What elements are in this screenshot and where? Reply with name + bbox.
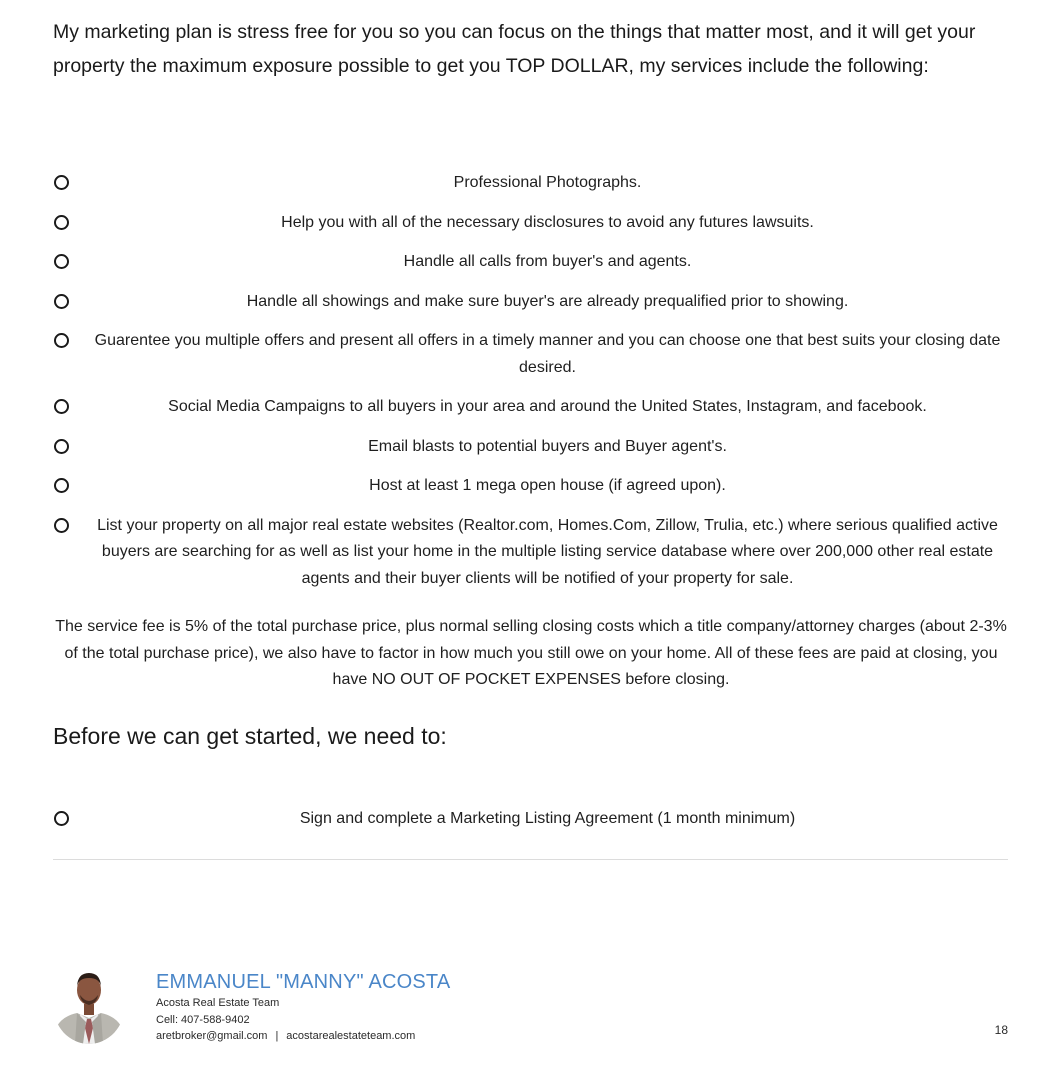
intro-paragraph: My marketing plan is stress free for you so you can focus on the things that matter most, and it will get your property the maximum exposure possible to get you TOP DOLLAR, my services include the following: — [53, 21, 976, 77]
list-item — [53, 170, 1008, 197]
hollow-circle-icon — [54, 215, 69, 230]
list-item — [53, 473, 1008, 500]
hollow-circle-icon — [54, 518, 69, 533]
horizontal-divider — [53, 859, 1008, 860]
hollow-circle-icon — [54, 439, 69, 454]
service-fee-paragraph: The service fee is 5% of the total purchase price, plus normal selling closing costs which a title company/attorney charges (about 2-3% of the total purchase price), we also have to factor in how much you still owe on your home. All of these fees are paid at closing, you have NO OUT OF POCKET EXPENSES before closing. — [55, 618, 1007, 688]
services-list — [53, 170, 1008, 605]
agent-cell: Cell: 407-588-9402 — [156, 1014, 250, 1026]
agent-website[interactable]: acostarealestateteam.com — [286, 1030, 416, 1042]
agent-team: Acosta Real Estate Team — [156, 997, 280, 1009]
list-item-text: Handle all calls from buyer's and agents. — [403, 253, 692, 270]
list-item-text: Guarentee you multiple offers and present all offers in a timely manner and you can choose one that best suits your closing date desired. — [94, 332, 1001, 376]
prerequisites-list — [53, 806, 1008, 846]
section-heading: Before we can get started, we need to: — [53, 723, 447, 749]
list-item — [53, 328, 1008, 381]
list-item — [53, 434, 1008, 461]
list-item — [53, 394, 1008, 421]
list-item-text: Social Media Campaigns to all buyers in your area and around the United States, Instagram, and facebook. — [168, 398, 927, 415]
list-item — [53, 513, 1008, 593]
list-item — [53, 806, 1008, 833]
agent-name: EMMANUEL "MANNY" ACOSTA — [156, 971, 451, 993]
agent-contact-line — [156, 1028, 415, 1044]
avatar — [53, 966, 125, 1044]
agent-footer — [53, 966, 1008, 1046]
list-item — [53, 289, 1008, 316]
hollow-circle-icon — [54, 478, 69, 493]
list-item-text: List your property on all major real estate websites (Realtor.com, Homes.Com, Zillow, Trulia, etc.) where serious qualified active buyers are searching for as well as list your home in the multiple listing service database where over 200,000 other real estate agents and their buyer clients will be notified of your property for sale. — [97, 516, 998, 587]
page-number: 18 — [994, 1023, 1008, 1037]
hollow-circle-icon — [54, 399, 69, 414]
contact-separator: | — [275, 1030, 279, 1042]
agent-portrait-icon — [53, 966, 125, 1044]
list-item — [53, 210, 1008, 237]
list-item-text: Professional Photographs. — [453, 174, 642, 191]
list-item-text: Help you with all of the necessary disclosures to avoid any futures lawsuits. — [281, 213, 814, 231]
hollow-circle-icon — [54, 294, 69, 309]
list-item-text: Email blasts to potential buyers and Buyer agent's. — [368, 437, 727, 455]
list-item-text: Host at least 1 mega open house (if agreed upon). — [369, 477, 726, 494]
hollow-circle-icon — [54, 254, 69, 269]
agent-email[interactable]: aretbroker@gmail.com — [156, 1030, 268, 1042]
hollow-circle-icon — [54, 333, 69, 348]
hollow-circle-icon — [54, 175, 69, 190]
hollow-circle-icon — [54, 811, 69, 826]
list-item-text: Handle all showings and make sure buyer's are already prequalified prior to showing. — [246, 292, 849, 310]
list-item-text: Sign and complete a Marketing Listing Agreement (1 month minimum) — [299, 810, 796, 827]
list-item — [53, 249, 1008, 276]
